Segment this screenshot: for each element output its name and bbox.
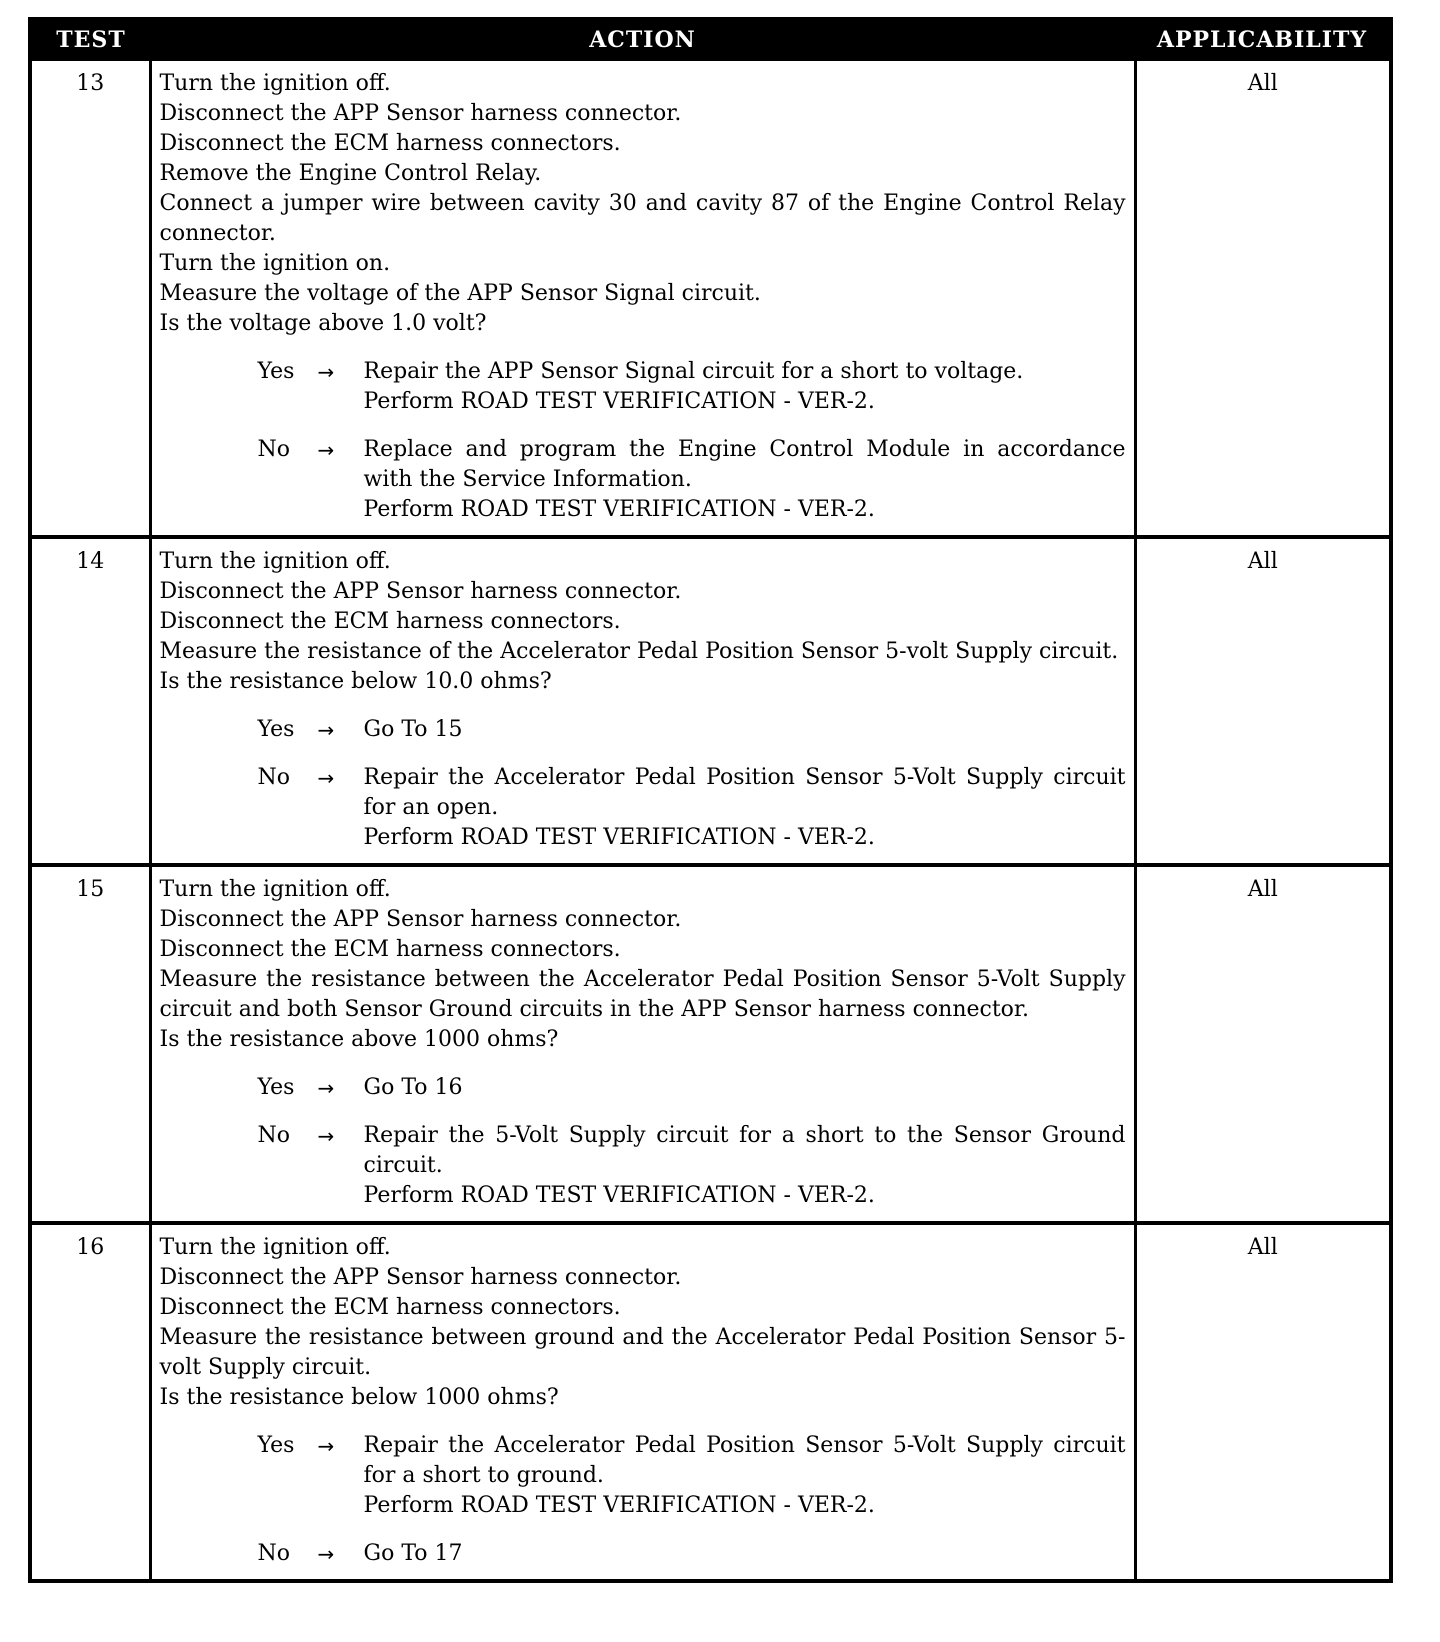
no-outcome: [364, 763, 1126, 853]
table-row: [30, 1223, 1391, 1581]
arrow-icon: →: [317, 1542, 335, 1566]
no-label: No: [257, 1123, 290, 1148]
diagnostic-table: [28, 17, 1393, 1583]
outcome-line: Perform ROAD TEST VERIFICATION - VER-2.: [363, 1493, 875, 1518]
yes-label: Yes: [257, 1433, 295, 1458]
no-label: No: [257, 1541, 290, 1566]
arrow-icon: →: [317, 1434, 335, 1458]
applicability-value: All: [1135, 60, 1391, 537]
no-outcome: [364, 435, 1126, 525]
outcome-line: Replace and program the Engine Control Module in accordance with the Service Information.: [363, 437, 1126, 492]
instruction-line: Disconnect the APP Sensor harness connector.: [159, 101, 682, 126]
outcome-line: Perform ROAD TEST VERIFICATION - VER-2.: [363, 825, 875, 850]
no-result: [258, 435, 1126, 525]
instruction-line: Turn the ignition off.: [159, 71, 391, 96]
outcome-line: Repair the Accelerator Pedal Position Sensor 5-Volt Supply circuit for a short to ground.: [363, 1433, 1126, 1488]
instruction-line: Measure the resistance between ground and the Accelerator Pedal Position Sensor 5-volt Supply circuit.: [159, 1325, 1126, 1380]
yes-outcome: [364, 1431, 1126, 1521]
instruction-line: Turn the ignition off.: [159, 1235, 391, 1260]
yes-result: [258, 1073, 1126, 1103]
instruction-line: Disconnect the APP Sensor harness connector.: [159, 579, 682, 604]
instruction-line: Remove the Engine Control Relay.: [159, 161, 542, 186]
yes-result: [258, 715, 1126, 745]
test-number: 13: [30, 60, 150, 537]
instruction-line: Measure the resistance between the Accelerator Pedal Position Sensor 5-Volt Supply circuit and both Sensor Ground circuits in the APP Sensor harness connector.: [159, 967, 1126, 1022]
instruction-line: Turn the ignition off.: [159, 549, 391, 574]
action-cell: [150, 1223, 1135, 1581]
instruction-line: Turn the ignition off.: [159, 877, 391, 902]
test-number: 16: [30, 1223, 150, 1581]
outcome-line: Go To 15: [363, 717, 463, 742]
test-number: 15: [30, 865, 150, 1223]
instruction-line: Disconnect the ECM harness connectors.: [159, 131, 621, 156]
header-applicability: APPLICABILITY: [1135, 19, 1391, 60]
no-label: No: [257, 765, 290, 790]
yes-outcome: [364, 715, 1126, 745]
instruction-line: Disconnect the APP Sensor harness connector.: [159, 907, 682, 932]
steps-body: [30, 60, 1391, 1581]
action-cell: [150, 60, 1135, 537]
no-outcome: [364, 1539, 1126, 1569]
applicability-value: All: [1135, 537, 1391, 865]
outcome-line: Perform ROAD TEST VERIFICATION - VER-2.: [363, 1183, 875, 1208]
instruction-line: Is the resistance above 1000 ohms?: [159, 1027, 559, 1052]
outcome-line: Repair the 5-Volt Supply circuit for a short to the Sensor Ground circuit.: [363, 1123, 1126, 1178]
arrow-icon: →: [317, 360, 335, 384]
no-result: [258, 1539, 1126, 1569]
test-number: 14: [30, 537, 150, 865]
action-cell: [150, 537, 1135, 865]
header-row: [30, 19, 1391, 60]
outcome-line: Perform ROAD TEST VERIFICATION - VER-2.: [363, 497, 875, 522]
arrow-icon: →: [317, 718, 335, 742]
yes-label: Yes: [257, 717, 295, 742]
arrow-icon: →: [317, 1076, 335, 1100]
no-result: [258, 1121, 1126, 1211]
table-row: [30, 865, 1391, 1223]
instruction-line: Disconnect the ECM harness connectors.: [159, 1295, 621, 1320]
instruction-line: Disconnect the ECM harness connectors.: [159, 937, 621, 962]
yes-outcome: [364, 1073, 1126, 1103]
instruction-line: Turn the ignition on.: [159, 251, 391, 276]
instruction-line: Disconnect the ECM harness connectors.: [159, 609, 621, 634]
applicability-value: All: [1135, 865, 1391, 1223]
yes-result: [258, 1431, 1126, 1521]
yes-label: Yes: [257, 1075, 295, 1100]
header-action: ACTION: [150, 19, 1135, 60]
outcome-line: Perform ROAD TEST VERIFICATION - VER-2.: [363, 389, 875, 414]
instruction-line: Disconnect the APP Sensor harness connector.: [159, 1265, 682, 1290]
instruction-line: Is the resistance below 10.0 ohms?: [159, 669, 552, 694]
applicability-value: All: [1135, 1223, 1391, 1581]
instruction-line: Measure the resistance of the Accelerator Pedal Position Sensor 5-volt Supply circuit.: [159, 639, 1119, 664]
table-row: [30, 537, 1391, 865]
instruction-line: Measure the voltage of the APP Sensor Signal circuit.: [159, 281, 761, 306]
no-outcome: [364, 1121, 1126, 1211]
no-result: [258, 763, 1126, 853]
instruction-line: Is the resistance below 1000 ohms?: [159, 1385, 559, 1410]
yes-label: Yes: [257, 359, 295, 384]
instruction-line: Connect a jumper wire between cavity 30 and cavity 87 of the Engine Control Relay connector.: [159, 191, 1126, 246]
yes-outcome: [364, 357, 1126, 417]
arrow-icon: →: [317, 1124, 335, 1148]
header-test: TEST: [30, 19, 150, 60]
table-row: [30, 60, 1391, 537]
arrow-icon: →: [317, 438, 335, 462]
no-label: No: [257, 437, 290, 462]
arrow-icon: →: [317, 766, 335, 790]
outcome-line: Repair the APP Sensor Signal circuit for a short to voltage.: [363, 359, 1024, 384]
action-cell: [150, 865, 1135, 1223]
outcome-line: Repair the Accelerator Pedal Position Sensor 5-Volt Supply circuit for an open.: [363, 765, 1126, 820]
outcome-line: Go To 17: [363, 1541, 463, 1566]
outcome-line: Go To 16: [363, 1075, 463, 1100]
yes-result: [258, 357, 1126, 417]
instruction-line: Is the voltage above 1.0 volt?: [159, 311, 487, 336]
